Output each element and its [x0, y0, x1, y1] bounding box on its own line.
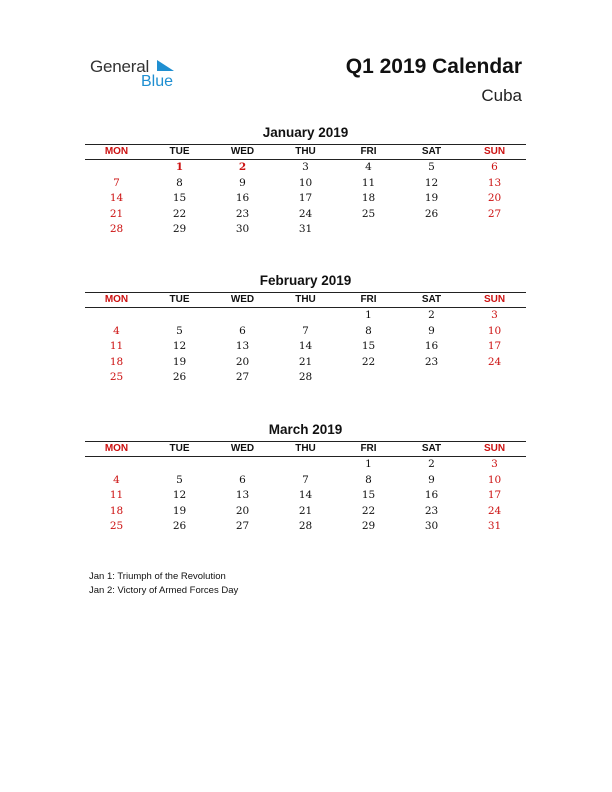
day-cell: [211, 457, 274, 473]
day-cell: 26: [172, 371, 187, 384]
country-name: Cuba: [481, 86, 522, 105]
day-cell: 24: [487, 355, 502, 368]
day-cell: 31: [298, 223, 313, 236]
day-cell: 15: [361, 340, 376, 353]
day-cell: 27: [487, 207, 502, 220]
day-cell: 6: [491, 161, 498, 173]
weekday-header: WED: [230, 294, 255, 305]
weekday-header: FRI: [360, 146, 377, 157]
day-cell: 23: [424, 504, 439, 517]
day-cell: 13: [487, 176, 502, 189]
day-cell: [85, 160, 148, 176]
day-cell: [148, 308, 211, 324]
weekday-header: TUE: [169, 294, 190, 305]
day-cell: [85, 308, 148, 324]
weekday-header: MON: [104, 294, 129, 305]
week-row: [85, 355, 526, 371]
day-cell: 6: [239, 473, 246, 486]
day-cell: 5: [428, 161, 435, 173]
day-cell: 16: [424, 489, 439, 502]
day-cell: 17: [487, 489, 502, 502]
day-cell: 28: [298, 520, 313, 533]
day-cell: 23: [235, 207, 250, 220]
day-cell: 22: [172, 207, 187, 220]
day-cell: 10: [487, 324, 502, 337]
day-cell: 13: [235, 340, 250, 353]
day-cell: 16: [424, 340, 439, 353]
week-row: [85, 504, 526, 520]
day-cell: [337, 222, 400, 238]
day-cell: 9: [428, 324, 435, 337]
holiday-note: Jan 2: Victory of Armed Forces Day: [89, 585, 239, 596]
day-cell: 16: [235, 192, 250, 205]
day-cell: 21: [298, 504, 313, 517]
month-title: February 2019: [259, 273, 352, 288]
day-cell: 8: [365, 324, 372, 337]
week-row: [85, 370, 526, 386]
weekday-header: SAT: [421, 146, 442, 157]
day-cell: 22: [361, 504, 376, 517]
day-cell: 12: [172, 489, 187, 502]
day-cell: 30: [424, 520, 439, 533]
day-cell: 14: [298, 489, 313, 502]
week-row: [85, 473, 526, 489]
day-cell: 6: [239, 324, 246, 337]
day-cell: 4: [113, 473, 120, 486]
weekday-header: MON: [104, 443, 129, 454]
day-cell: 10: [298, 176, 313, 189]
logo-blue-text: Blue: [141, 73, 174, 90]
day-cell: 21: [298, 355, 313, 368]
week-row: [85, 457, 526, 473]
day-cell: 3: [302, 161, 309, 173]
day-cell: 25: [109, 520, 124, 533]
holiday-notes: [89, 570, 238, 598]
week-row: [85, 207, 526, 223]
weekday-header: THU: [295, 294, 316, 305]
weekday-header: MON: [104, 146, 129, 157]
weekday-header: THU: [295, 443, 316, 454]
day-cell: 7: [113, 176, 120, 189]
day-cell: 14: [109, 192, 124, 205]
weekday-header: SAT: [421, 294, 442, 305]
day-cell: 31: [487, 520, 502, 533]
week-row: [85, 176, 526, 192]
day-cell: [85, 457, 148, 473]
day-cell: 4: [113, 324, 120, 337]
day-cell: 11: [361, 176, 376, 189]
day-cell: [337, 370, 400, 386]
day-cell: 7: [302, 324, 309, 337]
day-cell: 28: [109, 223, 124, 236]
day-cell: [400, 222, 463, 238]
week-row: [85, 222, 526, 238]
day-cell: [211, 308, 274, 324]
day-cell: 18: [109, 355, 124, 368]
day-cell: 19: [424, 192, 439, 205]
weekday-header: FRI: [360, 443, 377, 454]
month-march: [85, 421, 526, 535]
day-cell: 18: [109, 504, 124, 517]
day-cell: 11: [109, 489, 124, 502]
day-cell: 22: [361, 355, 376, 368]
day-cell: 26: [172, 520, 187, 533]
day-cell: [148, 457, 211, 473]
day-cell: 17: [298, 192, 313, 205]
weekday-header: WED: [230, 146, 255, 157]
day-cell: 19: [172, 504, 187, 517]
month-february: [85, 272, 526, 386]
weekday-header: TUE: [169, 443, 190, 454]
holiday-note: Jan 1: Triumph of the Revolution: [89, 571, 226, 582]
month-title: March 2019: [268, 422, 343, 437]
day-cell: 27: [235, 371, 250, 384]
day-cell: 23: [424, 355, 439, 368]
day-cell: 11: [109, 340, 124, 353]
page-title: Q1 2019 Calendar: [345, 55, 522, 78]
week-row: [85, 191, 526, 207]
day-cell: 1: [365, 458, 372, 470]
day-cell: 7: [302, 473, 309, 486]
logo-general-text: General: [90, 57, 150, 76]
day-cell: 3: [491, 458, 498, 470]
weekday-header: SUN: [483, 443, 506, 454]
weekday-header: SUN: [483, 294, 506, 305]
day-cell: [274, 457, 337, 473]
day-cell: 24: [298, 207, 313, 220]
weekday-header-row: [85, 292, 526, 308]
weekday-header: THU: [295, 146, 316, 157]
day-cell: 20: [235, 355, 250, 368]
weekday-header: TUE: [169, 146, 190, 157]
month-title: January 2019: [262, 125, 349, 140]
day-cell: 26: [424, 207, 439, 220]
day-cell: 9: [239, 176, 246, 189]
day-cell: [463, 222, 526, 238]
day-cell: 18: [361, 192, 376, 205]
weekday-header-row: [85, 441, 526, 457]
day-cell: 8: [365, 473, 372, 486]
day-cell: 10: [487, 473, 502, 486]
day-cell: 19: [172, 355, 187, 368]
day-cell: [274, 308, 337, 324]
day-cell: 15: [172, 192, 187, 205]
day-cell: 15: [361, 489, 376, 502]
day-cell: 13: [235, 489, 250, 502]
day-cell: 24: [487, 504, 502, 517]
day-cell: 29: [361, 520, 376, 533]
month-january: [85, 124, 526, 238]
day-cell: 21: [109, 207, 124, 220]
holiday-day-cell: 2: [238, 161, 247, 173]
day-cell: [400, 370, 463, 386]
week-row: [85, 160, 526, 176]
day-cell: 14: [298, 340, 313, 353]
day-cell: 30: [235, 223, 250, 236]
day-cell: 20: [487, 192, 502, 205]
day-cell: [463, 370, 526, 386]
day-cell: 2: [428, 309, 435, 321]
week-row: [85, 324, 526, 340]
day-cell: 25: [361, 207, 376, 220]
day-cell: 29: [172, 223, 187, 236]
day-cell: 12: [172, 340, 187, 353]
day-cell: 8: [176, 176, 183, 189]
day-cell: 17: [487, 340, 502, 353]
weekday-header: SUN: [483, 146, 506, 157]
day-cell: 2: [428, 458, 435, 470]
week-row: [85, 339, 526, 355]
day-cell: 5: [176, 473, 183, 486]
day-cell: 28: [298, 371, 313, 384]
week-row: [85, 308, 526, 324]
weekday-header: FRI: [360, 294, 377, 305]
day-cell: 25: [109, 371, 124, 384]
day-cell: 5: [176, 324, 183, 337]
weekday-header-row: [85, 144, 526, 160]
holiday-day-cell: 1: [175, 161, 184, 173]
weekday-header: WED: [230, 443, 255, 454]
day-cell: 4: [365, 161, 372, 173]
weekday-header: SAT: [421, 443, 442, 454]
generalblue-logo: [90, 57, 200, 93]
week-row: [85, 519, 526, 535]
week-row: [85, 488, 526, 504]
day-cell: 9: [428, 473, 435, 486]
day-cell: 20: [235, 504, 250, 517]
day-cell: 12: [424, 176, 439, 189]
day-cell: 3: [491, 309, 498, 321]
logo-flag-icon: [157, 60, 174, 71]
day-cell: 27: [235, 520, 250, 533]
day-cell: 1: [365, 309, 372, 321]
